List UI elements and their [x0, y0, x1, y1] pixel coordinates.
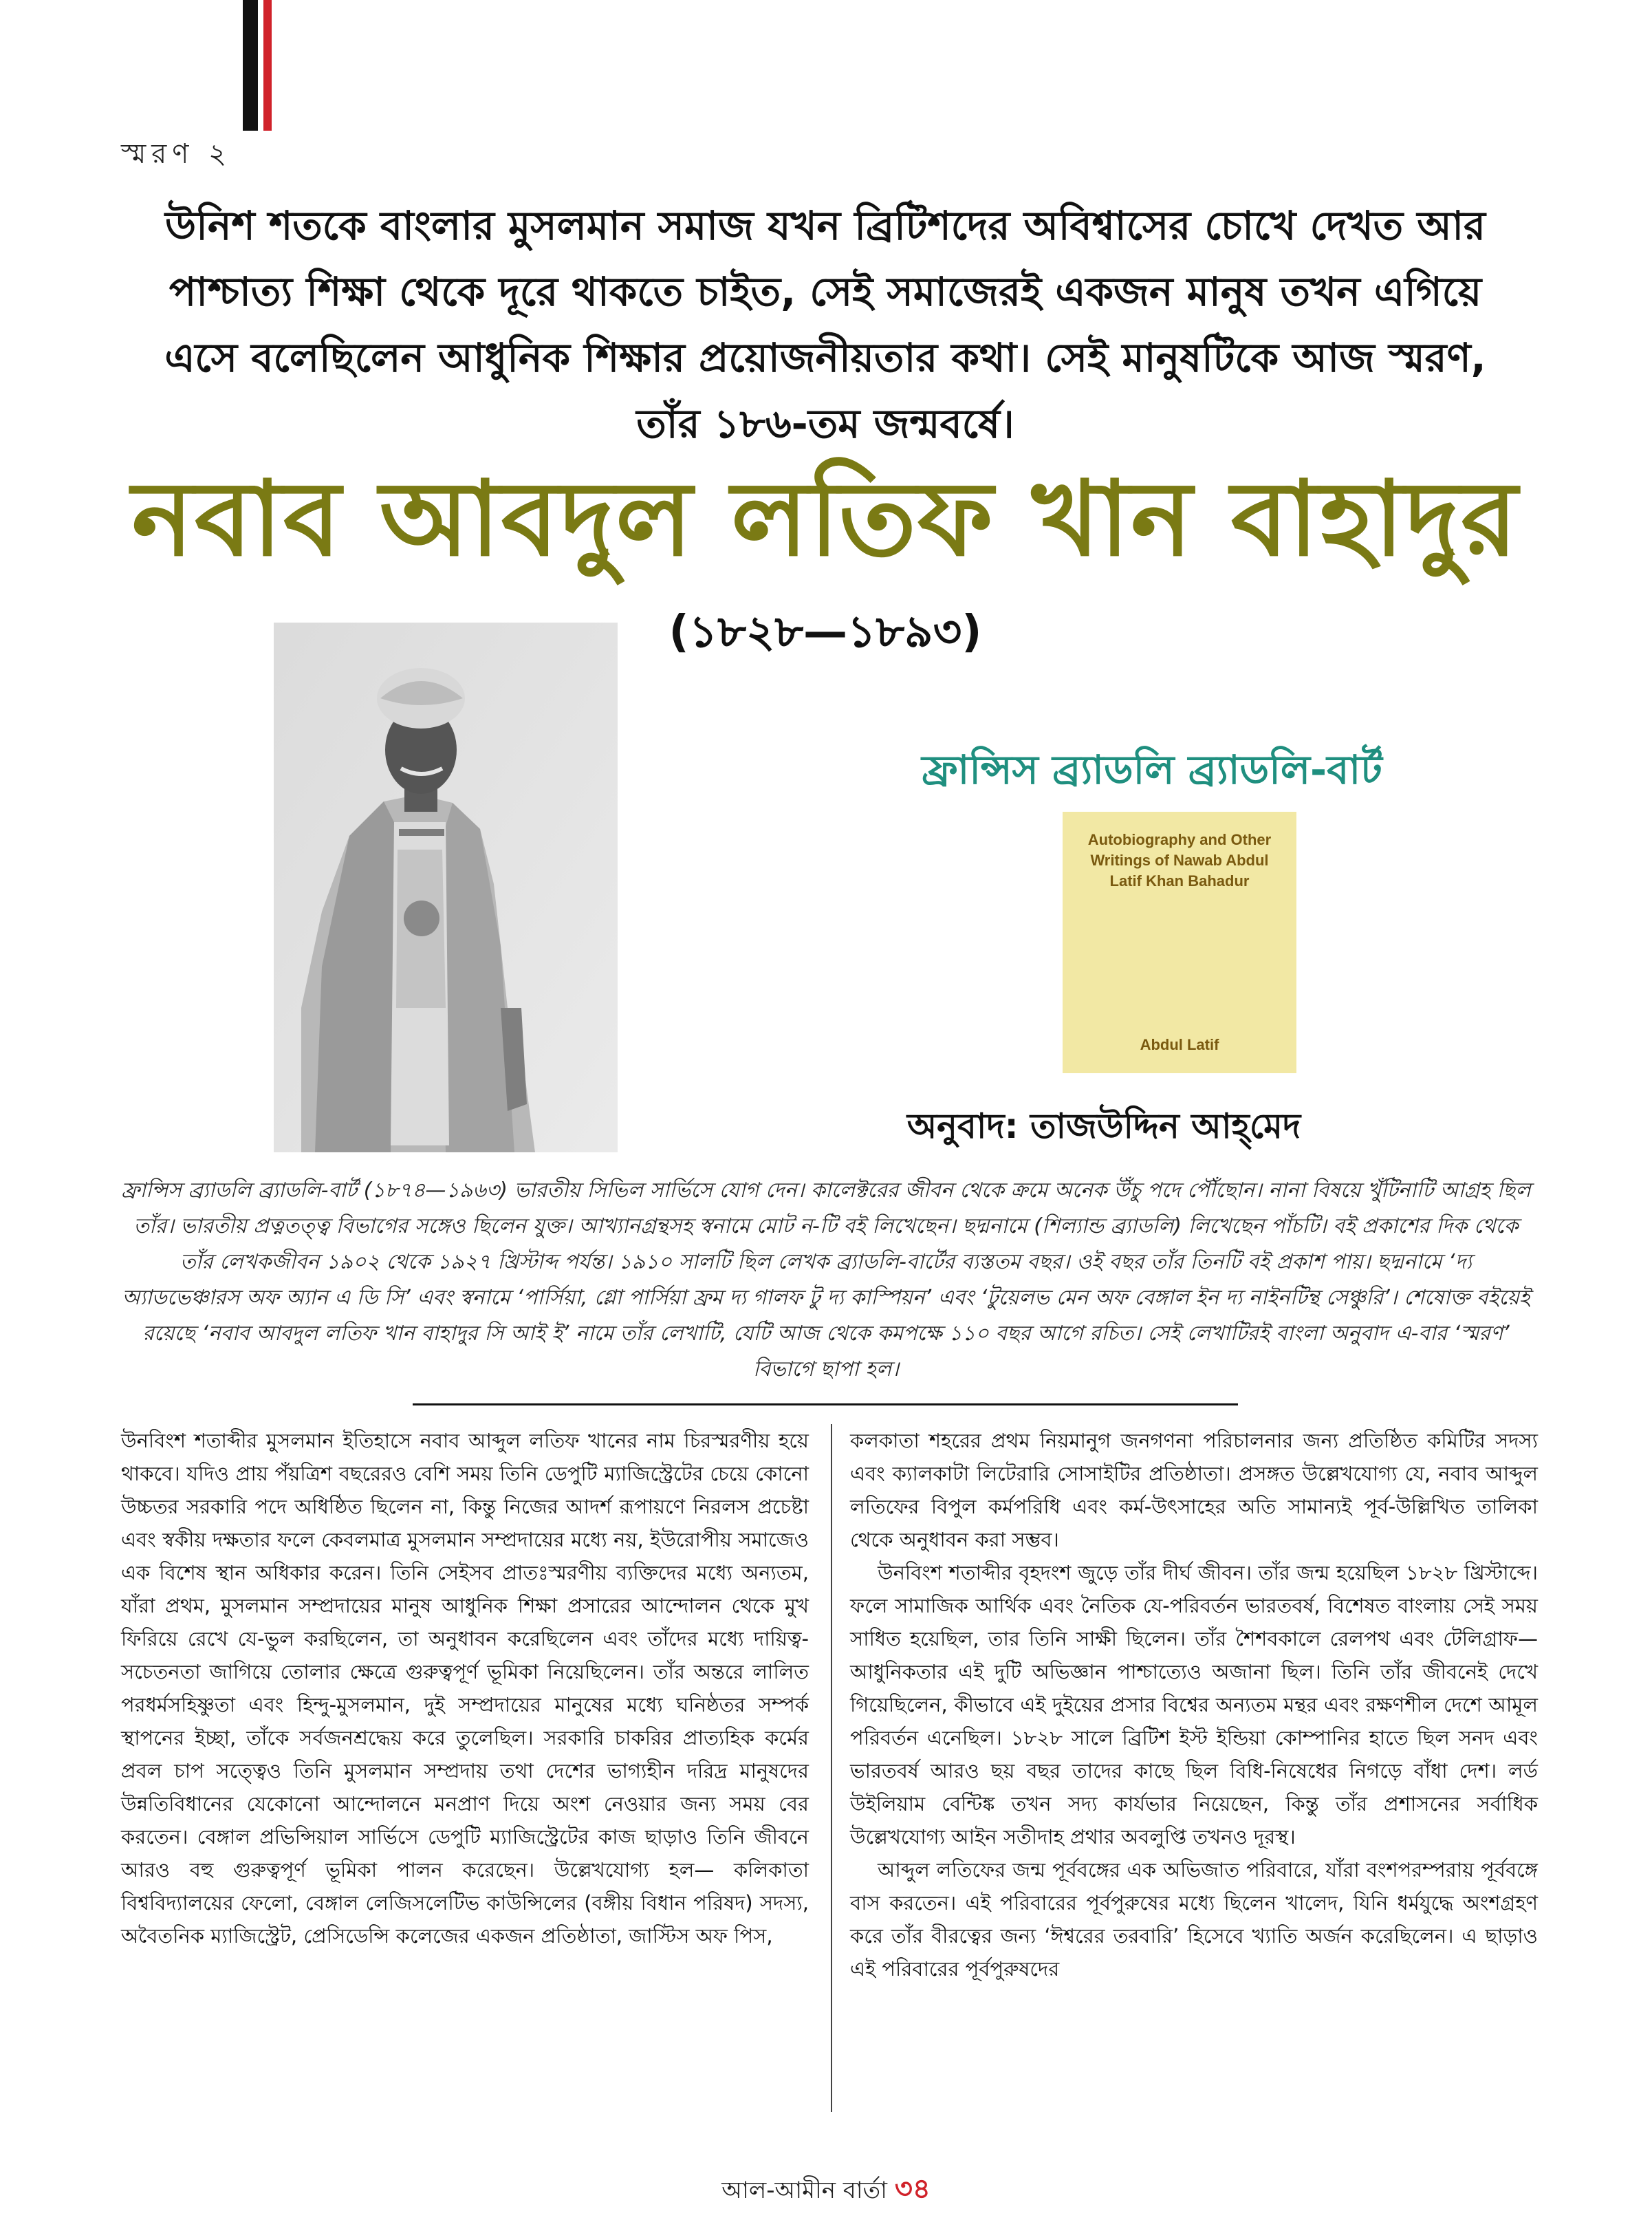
author-intro: ফ্রান্সিস ব্র্যাডলি ব্র্যাডলি-বার্ট (১৮৭৪—১৯৬৩) ভারতীয় সিভিল সার্ভিসে যোগ দেন। কালেক্টরের জীবন থেকে ক্রমে অনেক উঁচু পদে পৌঁছোন। নানা বিষয়ে খুঁটিনাটি আগ্রহ ছিল তাঁর। ভারতীয় প্রত্নতত্ত্ব বিভাগের সঙ্গেও ছিলেন যুক্ত। আখ্যানগ্রন্থসহ স্বনামে মোট ন-টি বই লিখেছেন। ছদ্মনামে (শিল্যান্ড ব্র্যাডলি) লিখেছেন পাঁচটি। বই প্রকাশের দিক থেকে তাঁর লেখকজীবন ১৯০২ থেকে ১৯২৭ খ্রিস্টাব্দ পর্যন্ত। ১৯১০ সালটি ছিল লেখক ব্র্যাডলি-বার্টের ব্যস্ততম বছর। ওই বছর তাঁর তিনটি বই প্রকাশ পায়। ছদ্মনামে ‘দ্য অ্যাডভেঞ্চারস অফ অ্যান এ ডি সি’ এবং স্বনামে ‘পার্সিয়া, গ্লো পার্সিয়া ফ্রম দ্য গালফ টু দ্য কাস্পিয়ন’ এবং ‘টুয়েলভ মেন অফ বেঙ্গাল ইন দ্য নাইনটিন্থ সেঞ্চুরি’। শেষোক্ত বইয়েই রয়েছে ‘নবাব আবদুল লতিফ খান বাহাদুর সি আই ই’ নামে তাঁর লেখাটি, যেটি আজ থেকে কমপক্ষে ১১০ বছর আগে রচিত। সেই লেখাটিরই বাংলা অনুবাদ এ-বার ‘স্মরণ’ বিভাগে ছাপা হল।	[121, 1178, 1531, 1381]
body-column-right	[850, 1424, 1538, 1985]
decorative-bar-black	[243, 0, 258, 131]
book-cover	[1063, 812, 1296, 1073]
book-cover-title: Autobiography and Other Writings of Nawab Abdul Latif Khan Bahadur	[1087, 831, 1272, 890]
body-paragraph: কলকাতা শহরের প্রথম নিয়মানুগ জনগণনা পরিচালনার জন্য প্রতিষ্ঠিত কমিটির সদস্য এবং ক্যালকাটা লিটেরারি সোসাইটির প্রতিষ্ঠাতা। প্রসঙ্গত উল্লেখযোগ্য যে, নবাব আব্দুল লতিফের বিপুল কর্মপরিধি এবং কর্ম-উৎসাহের অতি সামান্যই পূর্ব-উল্লিখিত তালিকা থেকে অনুধাবন করা সম্ভব।	[850, 1429, 1538, 1551]
body-paragraph: আব্দুল লতিফের জন্ম পূর্ববঙ্গের এক অভিজাত পরিবারে, যাঁরা বংশপরম্পরায় পূর্ববঙ্গে বাস করতেন। এই পরিবারের পূর্বপুরুষের মধ্যে ছিলেন খালেদ, যিনি ধর্মযুদ্ধে অংশগ্রহণ করে তাঁর বীরত্বের জন্য ‘ঈশ্বরের তরবারি’ হিসেবে খ্যাতি অর্জন করেছিলেন। এ ছাড়াও এই পরিবারের পূর্বপুরুষদের	[850, 1858, 1538, 1981]
page-number: ৩৪	[894, 2173, 931, 2205]
life-years: (১৮২৮—১৮৯৩)	[669, 607, 982, 658]
book-cover-author: Abdul Latif	[1140, 1036, 1219, 1053]
body-column-left	[121, 1424, 809, 1952]
lead-paragraph: উনিশ শতকে বাংলার মুসলমান সমাজ যখন ব্রিটিশদের অবিশ্বাসের চোখে দেখত আর পাশ্চাত্য শিক্ষা থেকে দূরে থাকতে চাইত, সেই সমাজেরই একজন মানুষ তখন এগিয়ে এসে বলেছিলেন আধুনিক শিক্ষার প্রয়োজনীয়তার কথা। সেই মানুষটিকে আজ স্মরণ, তাঁর ১৮৬-তম জন্মবর্ষে।	[164, 202, 1486, 447]
page-footer	[0, 2167, 1652, 2213]
article-title: নবাব আবদুল লতিফ খান বাহাদুর	[131, 460, 1519, 579]
body-paragraph: উনবিংশ শতাব্দীর মুসলমান ইতিহাসে নবাব আব্দুল লতিফ খানের নাম চিরস্মরণীয় হয়ে থাকবে। যদিও প্রায় পঁয়ত্রিশ বছরেরও বেশি সময় তিনি ডেপুটি ম্যাজিস্ট্রেটের চেয়ে কোনো উচ্চতর সরকারি পদে অধিষ্ঠিত ছিলেন না, কিন্তু নিজের আদর্শ রূপায়ণে নিরলস প্রচেষ্টা এবং স্বকীয় দক্ষতার ফলে কেবলমাত্র মুসলমান সম্প্রদায়ের মধ্যে নয়, ইউরোপীয় সমাজেও এক বিশেষ স্থান অধিকার করেন। তিনি সেইসব প্রাতঃস্মরণীয় ব্যক্তিদের মধ্যে অন্যতম, যাঁরা প্রথম, মুসলমান সম্প্রদায়ের মানুষ আধুনিক শিক্ষা প্রসারের আন্দোলন থেকে মুখ ফিরিয়ে রেখে যে-ভুল করছিলেন, তা অনুধাবন করেছিলেন এবং তাঁদের মধ্যে দায়িত্ব-সচেতনতা জাগিয়ে তোলার ক্ষেত্রে গুরুত্বপূর্ণ ভূমিকা নিয়েছিলেন। তাঁর অন্তরে লালিত পরধর্মসহিষ্ণুতা এবং হিন্দু-মুসলমান, দুই সম্প্রদায়ের মানুষের মধ্যে ঘনিষ্ঠতর সম্পর্ক স্থাপনের ইচ্ছা, তাঁকে সর্বজনশ্রদ্ধেয় করে তুলেছিল। সরকারি চাকরির প্রাত্যহিক কর্মের প্রবল চাপ সত্ত্বেও তিনি মুসলমান সম্প্রদায় তথা দেশের ভাগ্যহীন দরিদ্র মানুষদের উন্নতিবিধানের যেকোনো আন্দোলনে মনপ্রাণ দিয়ে অংশ নেওয়ার জন্য সময় বের করতেন। বেঙ্গাল প্রভিন্সিয়াল সার্ভিসে ডেপুটি ম্যাজিস্ট্রেটের কাজ ছাড়াও তিনি জীবনে আরও বহু গুরুত্বপূর্ণ ভূমিকা পালন করেছেন। উল্লেখযোগ্য হল— কলিকাতা বিশ্ববিদ্যালয়ের ফেলো, বেঙ্গাল লেজিসলেটিভ কাউন্সিলের (বঙ্গীয় বিধান পরিষদ) সদস্য, অবৈতনিক ম্যাজিস্ট্রেট, প্রেসিডেন্সি কলেজের একজন প্রতিষ্ঠাতা, জাস্টিস অফ পিস,	[121, 1429, 809, 1948]
section-label: স্মরণ ২	[121, 138, 232, 170]
magazine-name: আল-আমীন বার্তা	[721, 2177, 887, 2204]
separator-rule	[413, 1403, 1238, 1405]
portrait-photo	[274, 623, 618, 1152]
author-byline: ফ্রান্সিস ব্র্যাডলি ব্র্যাডলি-বার্ট	[922, 746, 1382, 793]
decorative-bar-red	[263, 0, 272, 131]
translator-credit: অনুবাদ: তাজউদ্দিন আহ্‌মেদ	[906, 1106, 1301, 1146]
column-divider	[831, 1424, 832, 2112]
portrait-illustration	[274, 623, 618, 1152]
body-paragraph: উনবিংশ শতাব্দীর বৃহদংশ জুড়ে তাঁর দীর্ঘ জীবন। তাঁর জন্ম হয়েছিল ১৮২৮ খ্রিস্টাব্দে। ফলে সামাজিক আর্থিক এবং নৈতিক যে-পরিবর্তন ভারতবর্ষ, বিশেষত বাংলায় সেই সময় সাধিত হয়েছিল, তার তিনি সাক্ষী ছিলেন। তাঁর শৈশবকালে রেলপথ এবং টেলিগ্রাফ— আধুনিকতার এই দুটি অভিজ্ঞান পাশ্চাত্যেও অজানা ছিল। তিনি তাঁর জীবনেই দেখে গিয়েছিলেন, কীভাবে এই দুইয়ের প্রসার বিশ্বের অন্যতম মন্থর এবং রক্ষণশীল দেশে আমূল পরিবর্তন এনেছিল। ১৮২৮ সালে ব্রিটিশ ইস্ট ইন্ডিয়া কোম্পানির হাতে ছিল সনদ এবং ভারতবর্ষ আরও ছয় বছর তাদের কাছে ছিল বিধি-নিষেধের নিগড়ে বাঁধা দেশ। লর্ড উইলিয়াম বেন্টিঙ্ক তখন সদ্য কার্যভার নিয়েছেন, কিন্তু তাঁর প্রশাসনের সর্বাধিক উল্লেখযোগ্য আইন সতীদাহ প্রথার অবলুপ্তি তখনও দূরস্থ।	[850, 1561, 1538, 1849]
